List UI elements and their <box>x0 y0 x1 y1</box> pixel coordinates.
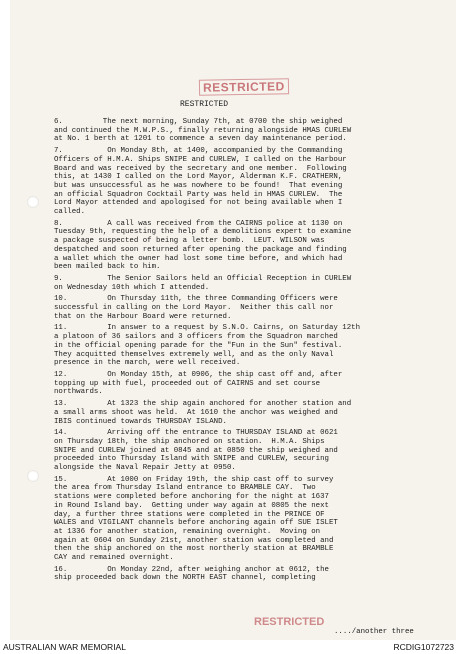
text-line: day, a further three stations were completed in the PRINCE OF <box>54 510 325 519</box>
paragraph <box>54 476 394 563</box>
document-body <box>54 118 394 586</box>
text-line: but was unsuccessful as he was nowhere to be found! That evening <box>54 181 343 190</box>
text-line: Board and was received by the secretary and one member. Following <box>54 164 347 173</box>
text-line: CAY and remained overnight. <box>54 554 174 563</box>
text-line: again at 0604 on Sunday 21st, another station was completed and <box>54 536 334 545</box>
text-line: 11. In answer to a request by S.N.O. Cairns, on Saturday 12th <box>54 324 361 333</box>
continuation-text: ..../another three <box>334 628 414 636</box>
text-line: in Round Island bay. Getting under way again at 0805 the next <box>54 501 329 510</box>
footer-source: AUSTRALIAN WAR MEMORIAL <box>3 642 126 652</box>
text-line: and continued the M.W.P.S., finally returning alongside HMAS CURLEW <box>54 126 352 135</box>
text-line: the area from Thursday Island entrance to BRAMBLE CAY. Two <box>54 484 316 493</box>
text-line: presence in the march, were well received. <box>54 359 241 368</box>
text-line: Tuesday 9th, requesting the help of a demolitions expert to examine <box>54 228 352 237</box>
punch-hole <box>27 470 39 482</box>
text-line: 15. At 1000 on Friday 19th, the ship cast off to survey <box>54 475 334 484</box>
paragraph <box>54 371 394 397</box>
text-line: a package suspected of being a letter bomb. LEUT. WILSON was <box>54 237 325 246</box>
text-line: WALES and VIGILANT channels before anchoring again off SUE ISLET <box>54 519 338 528</box>
text-line: stations were completed before anchoring for the night at 1637 <box>54 493 329 502</box>
text-line: IBIS continued towards THURSDAY ISLAND. <box>54 417 227 426</box>
text-line: on Wednesday 10th which I attended. <box>54 283 210 292</box>
text-line: 7. On Monday 8th, at 1400, accompanied by the Commanding <box>54 147 343 156</box>
text-line: at 1336 for another station, remaining overnight. Moving on <box>54 527 321 536</box>
paragraph <box>54 566 394 583</box>
text-line: They acquitted themselves extremely well, and as the only Naval <box>54 350 334 359</box>
text-line: topping up with fuel, proceeded out of CAIRNS and set course <box>54 379 321 388</box>
restricted-stamp-bottom: RESTRICTED <box>254 616 325 628</box>
text-line: a platoon of 36 sailors and 3 officers from the Squadron marched <box>54 333 338 342</box>
paragraph <box>54 400 394 426</box>
text-line: 16. On Monday 22nd, after weighing anchor at 0612, the <box>54 565 329 574</box>
paragraph <box>54 147 394 217</box>
paragraph <box>54 220 394 272</box>
text-line: proceeded into Thursday Island with SNIPE and CURLEW, securing <box>54 455 329 464</box>
paragraph <box>54 429 394 473</box>
text-line: northwards. <box>54 388 103 397</box>
security-heading: RESTRICTED <box>180 100 229 109</box>
text-line: an official Squadron Cocktail Party was held in HMAS CURLEW. The <box>54 190 343 199</box>
text-line: 12. On Monday 15th, at 0906, the ship cast off and, after <box>54 370 343 379</box>
restricted-stamp: RESTRICTED <box>199 78 289 96</box>
paragraph <box>54 275 394 292</box>
text-line: despatched and soon returned after opening the package and finding <box>54 245 347 254</box>
text-line: 8. A call was received from the CAIRNS police at 1130 on <box>54 219 343 228</box>
text-line: then the ship anchored on the most northerly station at BRAMBLE <box>54 545 334 554</box>
punch-hole <box>27 196 39 208</box>
text-line: 13. At 1323 the ship again anchored for another station and <box>54 400 352 409</box>
text-line: SNIPE and CURLEW joined at 0845 and at 0850 the ship weighed and <box>54 446 338 455</box>
text-line: ship proceeded back down the NORTH EAST channel, completing <box>54 574 316 583</box>
text-line: in the official opening parade for the "Fun in the Sun" festival. <box>54 341 343 350</box>
text-line: been mailed back to him. <box>54 263 161 272</box>
text-line: called. <box>54 208 86 217</box>
paragraph <box>54 118 394 144</box>
paragraph <box>54 295 394 321</box>
text-line: a wallet which the owner had lost some time before, and which had <box>54 254 343 263</box>
text-line: Lord Mayor attended and apologised for not being available when I <box>54 199 343 208</box>
text-line: at No. 1 berth at 1201 to commence a seven day maintenance period. <box>54 135 347 144</box>
footer-id: RCDIG1072723 <box>393 642 454 652</box>
text-line: on Thursday 18th, the ship anchored on station. H.M.A. Ships <box>54 437 325 446</box>
text-line: 9. The Senior Sailors held an Official Reception in CURLEW <box>54 274 352 283</box>
archive-footer <box>0 641 458 654</box>
text-line: 14. Arriving off the entrance to THURSDAY ISLAND at 0621 <box>54 429 338 438</box>
paragraph <box>54 324 394 368</box>
text-line: alongside the Naval Repair Jetty at 0950. <box>54 464 236 473</box>
text-line: 6. The next morning, Sunday 7th, at 0700 the ship weighed <box>54 118 343 126</box>
text-line: successful in calling on the Lord Mayor. Neither this call nor <box>54 304 334 313</box>
text-line: Officers of H.M.A. Ships SNIPE and CURLEW, I called on the Harbour <box>54 155 347 164</box>
text-line: 10. On Thursday 11th, the three Commanding Officers were <box>54 295 338 304</box>
text-line: a small arms shoot was held. At 1610 the anchor was weighed and <box>54 408 338 417</box>
text-line: this, at 1430 I called on the Lord Mayor, Alderman K.F. CRATHERN, <box>54 173 343 182</box>
text-line: that on the Harbour Board were returned. <box>54 312 232 321</box>
